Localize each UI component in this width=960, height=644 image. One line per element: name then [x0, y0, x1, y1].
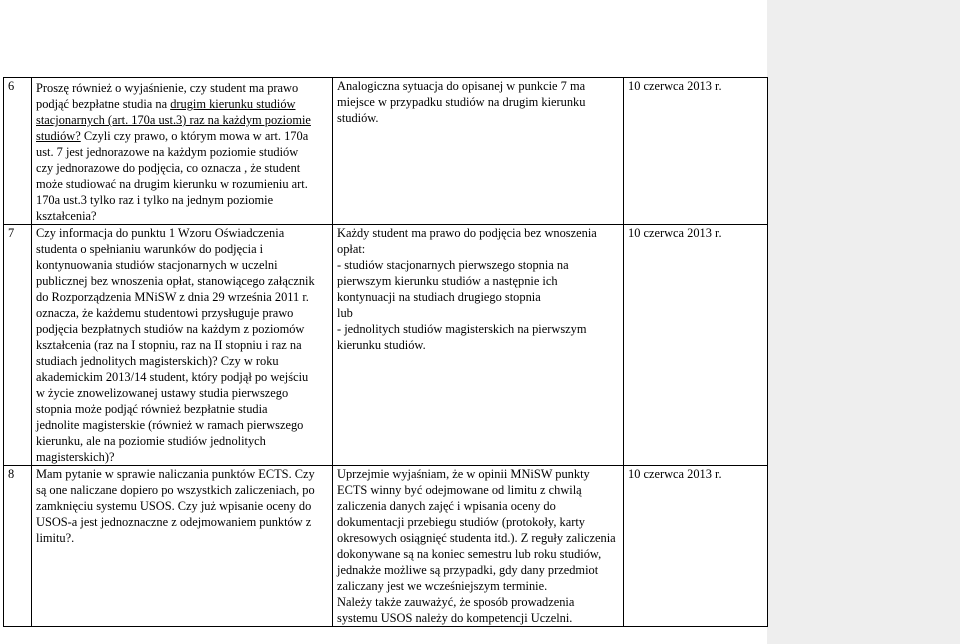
answer-text: [337, 225, 619, 353]
text-run: kierunku, ale na poziomie studiów jednolitych: [36, 434, 266, 448]
question-line: [36, 369, 328, 385]
answer-line: zaliczenia danych zajęć i wpisania oceny do: [337, 499, 556, 513]
answer-cell: [333, 466, 624, 627]
answer-date: 10 czerwca 2013 r.: [628, 467, 722, 481]
row-number: 6: [8, 79, 15, 93]
answer-line: Należy także zauważyć, że sposób prowadzenia: [337, 595, 575, 609]
text-run: publicznej bez wnoszenia opłat, stanowiącego załącznik: [36, 274, 315, 288]
question-text: [36, 466, 328, 546]
date-cell: [624, 466, 768, 627]
text-run: jednolite magisterskie (również w ramach pierwszego: [36, 418, 304, 432]
answer-line: systemu USOS należy do kompetencji Uczelni.: [337, 611, 573, 625]
row-number-cell: [4, 225, 32, 466]
question-line: [36, 112, 328, 128]
underlined-text: stacjonarnych (art. 170a ust.3) raz na każdym poziomie: [36, 113, 311, 127]
text-run: Proszę również o wyjaśnienie, czy student ma prawo: [36, 81, 299, 95]
question-cell: [32, 78, 333, 225]
text-run: Czyli czy prawo, o którym mowa w art. 170a: [80, 129, 309, 143]
text-run: studenta o spełnianiu warunków do podjęcia i: [36, 242, 264, 256]
answer-line: studiów.: [337, 111, 379, 125]
question-line: [36, 321, 328, 337]
answer-date: 10 czerwca 2013 r.: [628, 226, 722, 240]
faq-table-body: [4, 78, 768, 627]
text-run: zamknięciu systemu USOS. Czy już wpisanie oceny do: [36, 499, 312, 513]
text-run: oznacza, że każdemu studentowi przysługuje prawo: [36, 306, 294, 320]
row-number-cell: [4, 78, 32, 225]
text-run: kształcenia (raz na I stopniu, raz na II stopniu i raz na: [36, 338, 302, 352]
question-line: [36, 289, 328, 305]
question-line: [36, 385, 328, 401]
text-run: Czy informacja do punktu 1 Wzoru Oświadczenia: [36, 226, 285, 240]
question-line: [36, 80, 328, 96]
answer-line: miejsce w przypadku studiów na drugim kierunku: [337, 95, 586, 109]
question-line: [36, 449, 328, 465]
page-right-margin: [767, 0, 960, 644]
answer-text: [337, 466, 619, 626]
table-row: [4, 225, 768, 466]
question-line: [36, 466, 328, 482]
row-number-cell: [4, 466, 32, 627]
question-text: [36, 78, 328, 224]
date-cell: [624, 78, 768, 225]
answer-line: dokonywane są na koniec semestru lub roku studiów,: [337, 547, 602, 561]
answer-line: pierwszym kierunku studiów a następnie ich: [337, 274, 558, 288]
text-run: w życie znowelizowanej ustawy studia pierwszego: [36, 386, 289, 400]
answer-line: kontynuacji na studiach drugiego stopnia: [337, 290, 541, 304]
table-row: [4, 466, 768, 627]
question-line: [36, 225, 328, 241]
question-line: [36, 160, 328, 176]
text-run: do Rozporządzenia MNiSW z dnia 29 września 2011 r.: [36, 290, 309, 304]
question-line: [36, 144, 328, 160]
text-run: magisterskich)?: [36, 450, 115, 464]
text-run: kształcenia?: [36, 209, 97, 223]
question-line: [36, 257, 328, 273]
answer-line: zaliczany jest we wcześniejszym terminie.: [337, 579, 548, 593]
text-run: może studiować na drugim kierunku w rozumieniu art.: [36, 177, 308, 191]
row-number: 8: [8, 467, 15, 481]
question-line: [36, 96, 328, 112]
question-line: [36, 482, 328, 498]
answer-line: - jednolitych studiów magisterskich na pierwszym: [337, 322, 587, 336]
text-run: USOS-a jest jednoznaczne z odejmowaniem punktów z: [36, 515, 312, 529]
text-run: limitu?.: [36, 531, 75, 545]
text-run: ust. 7 jest jednorazowe na każdym poziomie studiów: [36, 145, 299, 159]
answer-line: dokumentacji przebiegu studiów (protokoły, karty: [337, 515, 585, 529]
text-run: akademickim 2013/14 student, który podjął po wejściu: [36, 370, 309, 384]
answer-line: opłat:: [337, 242, 366, 256]
question-line: [36, 176, 328, 192]
text-run: podjęcia bezpłatnych studiów na każdym z poziomów: [36, 322, 305, 336]
answer-line: Analogiczna sytuacja do opisanej w punkcie 7 ma: [337, 79, 586, 93]
text-run: są one naliczane dopiero po wszystkich zaliczeniach, po: [36, 483, 315, 497]
question-line: [36, 514, 328, 530]
faq-table: [3, 77, 768, 627]
text-run: kontynuowania studiów stacjonarnych w uczelni: [36, 258, 278, 272]
question-line: [36, 208, 328, 224]
text-run: czy jednorazowe do podjęcia, co oznacza , że student: [36, 161, 301, 175]
question-line: [36, 498, 328, 514]
answer-line: lub: [337, 306, 353, 320]
text-run: studiach jednolitych magisterskich)? Czy w roku: [36, 354, 279, 368]
question-line: [36, 273, 328, 289]
question-line: [36, 353, 328, 369]
underlined-text: studiów?: [36, 129, 81, 143]
text-run: stopnia może podjąć również bezpłatnie studia: [36, 402, 268, 416]
question-line: [36, 433, 328, 449]
answer-date: 10 czerwca 2013 r.: [628, 79, 722, 93]
answer-line: Uprzejmie wyjaśniam, że w opinii MNiSW punkty: [337, 467, 590, 481]
answer-line: ECTS winny być odejmowane od limitu z chwilą: [337, 483, 582, 497]
question-cell: [32, 466, 333, 627]
row-number: 7: [8, 226, 15, 240]
question-line: [36, 417, 328, 433]
table-row: [4, 78, 768, 225]
text-run: Mam pytanie w sprawie naliczania punktów ECTS. Czy: [36, 467, 315, 481]
answer-line: kierunku studiów.: [337, 338, 426, 352]
question-line: [36, 401, 328, 417]
answer-line: okresowych osiągnięć studenta itd.). Z reguły zaliczenia: [337, 531, 616, 545]
question-line: [36, 192, 328, 208]
underlined-text: drugim kierunku studiów: [170, 97, 296, 111]
answer-line: jednakże możliwe są przypadki, gdy dany przedmiot: [337, 563, 599, 577]
answer-cell: [333, 225, 624, 466]
text-run: 170a ust.3 tylko raz i tylko na jednym poziomie: [36, 193, 274, 207]
answer-text: [337, 78, 619, 126]
question-line: [36, 337, 328, 353]
question-line: [36, 128, 328, 144]
answer-cell: [333, 78, 624, 225]
answer-line: - studiów stacjonarnych pierwszego stopnia na: [337, 258, 569, 272]
question-text: [36, 225, 328, 465]
question-line: [36, 530, 328, 546]
date-cell: [624, 225, 768, 466]
question-line: [36, 241, 328, 257]
question-cell: [32, 225, 333, 466]
text-run: podjąć bezpłatne studia na: [36, 97, 171, 111]
answer-line: Każdy student ma prawo do podjęcia bez wnoszenia: [337, 226, 597, 240]
question-line: [36, 305, 328, 321]
